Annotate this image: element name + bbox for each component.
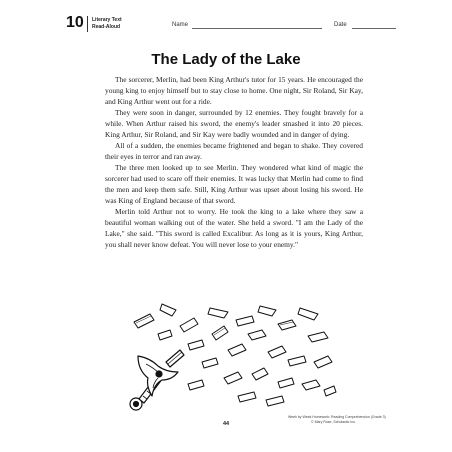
name-field[interactable] — [192, 28, 322, 29]
name-label: Name — [172, 22, 189, 28]
story-text — [105, 74, 363, 250]
page-header — [66, 14, 396, 34]
story-paragraph: The three men looked up to see Merlin. They wondered what kind of magic the sorcerer had used to scare off their enemies. It was lucky that Merlin had come to find the men and keep them safe. Still, King Arthur was upset about losing his sword. He was King of England because of that sword. — [105, 163, 363, 205]
footer-credit-copyright: © Mary Rose, Scholastic Inc. — [311, 420, 356, 424]
header-page-number: 10 — [66, 14, 84, 31]
story-paragraph: The sorcerer, Merlin, had been King Arthur's tutor for 15 years. He encouraged the young king to enjoy himself but to stay close to home. One night, Sir Roland, Sir Kay, and King Arthur went out for a ride. — [105, 75, 363, 106]
sword-fragments — [134, 304, 336, 406]
story-paragraph: Merlin told Arthur not to worry. He took the king to a lake where they saw a beautiful woman walking out of the water. She held a sword. "I am the Lady of the Lake," she said. "This sword is called Excalibur. As long as it is yours, King Arthur, you shall never know defeat. You will never lose to your enemy." — [105, 207, 363, 249]
header-category-label: Literary Text — [92, 17, 122, 23]
date-field[interactable] — [352, 28, 396, 29]
footer-credit-title: Week by Week Homework: Reading Comprehension (Grade 3) — [288, 415, 386, 419]
date-label: Date — [334, 22, 347, 28]
header-divider — [87, 16, 88, 32]
story-paragraph: They were soon in danger, surrounded by 12 enemies. They fought bravely for a while. When Arthur raised his sword, the enemy's leader smashed it into 20 pieces. King Arthur, Sir Roland, and Sir Kay were badly wounded and in danger of dying. — [105, 108, 363, 139]
footer-page-number: 44 — [222, 421, 230, 427]
broken-sword-illustration — [128, 300, 338, 415]
story-paragraph: All of a sudden, the enemies became frightened and began to shake. They covered their eyes in terror and ran away. — [105, 141, 363, 161]
story-title: The Lady of the Lake — [151, 51, 301, 68]
header-type-label: Read-Aloud — [92, 24, 121, 30]
